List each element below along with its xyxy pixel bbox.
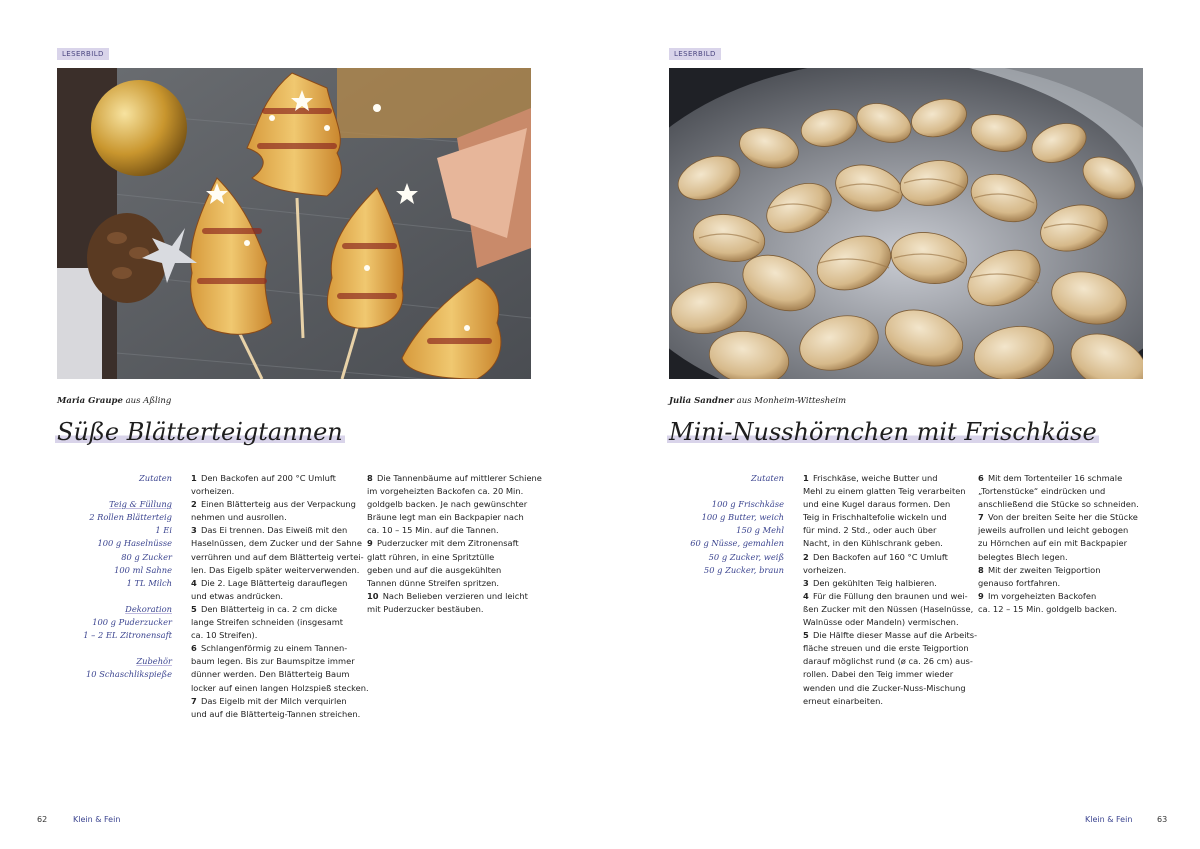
step-line [367, 498, 542, 511]
step-line [191, 577, 369, 590]
ingredient-item: 80 g Zucker [121, 551, 172, 562]
step-text: wenden und die Zucker-Nuss-Mischung [803, 682, 966, 693]
step-line [803, 498, 977, 511]
recipe-photo-nut-croissants [669, 68, 1143, 379]
running-footer: Klein & Fein [1085, 815, 1133, 824]
ingredient-item: 1 TL Milch [126, 577, 172, 588]
recipe-title [667, 418, 1099, 446]
step-text: mit Puderzucker bestäuben. [367, 603, 484, 614]
ingredient-item: 10 Schaschlikspieße [86, 669, 172, 680]
credit-name: Maria Graupe [57, 396, 123, 406]
ingredient-item: 50 g Zucker, weiß [708, 551, 784, 562]
step-text: Einen Blätterteig aus der Verpackung [200, 499, 356, 510]
step-line [191, 564, 369, 577]
step-text: Den Backofen auf 200 °C Umluft [200, 473, 336, 483]
step-text: für mind. 2 Std., oder auch über [803, 525, 937, 536]
step-line [367, 472, 542, 485]
step-number: 6 [191, 643, 197, 654]
step-line [803, 642, 977, 655]
step-text: Von der breiten Seite her die Stücke [987, 512, 1138, 523]
ingredient-item: 1 Ei [155, 525, 172, 536]
step-line [978, 551, 1139, 564]
photo-credit [57, 396, 171, 406]
step-text: „Tortenstücke“ eindrücken und [978, 486, 1106, 497]
step-text: im vorgeheizten Backofen ca. 20 Min. [367, 486, 524, 497]
step-text: Für die Füllung den braunen und wei- [812, 590, 968, 601]
step-line [191, 695, 369, 708]
step-number: 9 [367, 538, 373, 549]
step-line [367, 603, 542, 616]
step-number: 2 [803, 551, 809, 562]
ingredients-heading: Zutaten [751, 473, 784, 483]
step-text: lange Streifen schneiden (insgesamt [191, 617, 344, 628]
step-number: 4 [803, 590, 809, 601]
step-line [191, 616, 369, 629]
step-text: Den Backofen auf 160 °C Umluft [812, 551, 948, 562]
step-number: 9 [978, 590, 984, 601]
step-text: genauso fortfahren. [978, 577, 1061, 588]
step-text: dünner werden. Den Blätterteig Baum [191, 669, 350, 680]
step-line [191, 485, 369, 498]
ingredient-spacer [58, 590, 172, 603]
step-text: Bräune legt man ein Backpapier nach [367, 512, 524, 523]
ingredient-item: 100 ml Sahne [114, 564, 172, 575]
step-line [191, 708, 369, 721]
step-text: goldgelb backen. Je nach gewünschter [367, 499, 528, 510]
step-line [803, 577, 977, 590]
step-line [978, 577, 1139, 590]
step-line [803, 655, 977, 668]
step-line [803, 472, 977, 485]
credit-place: aus Aßling [125, 396, 172, 406]
step-text: Die 2. Lage Blätterteig darauflegen [200, 577, 348, 588]
steps-column-1 [803, 472, 977, 708]
step-text: locker auf einen langen Holzspieß stecken. [191, 682, 369, 693]
step-number: 1 [803, 473, 809, 483]
step-line [191, 682, 369, 695]
step-number: 8 [978, 564, 984, 575]
step-line [367, 537, 542, 550]
step-number: 4 [191, 577, 197, 588]
step-text: vorheizen. [191, 486, 235, 497]
step-text: zu Hörnchen auf ein mit Backpapier [978, 538, 1127, 549]
step-text: Tannen dünne Streifen spritzen. [367, 577, 500, 588]
step-text: nehmen und ausrollen. [191, 512, 287, 523]
step-text: Mehl zu einem glatten Teig verarbeiten [803, 486, 966, 497]
step-text: Den gekühlten Teig halbieren. [812, 577, 937, 588]
step-line [191, 511, 369, 524]
ingredient-item: 2 Rollen Blätterteig [89, 512, 172, 523]
step-text: Mit dem Tortenteiler 16 schmale [987, 473, 1123, 483]
reader-photo-tag: LESERBILD [57, 48, 109, 60]
step-text: jeweils aufrollen und leicht gebogen [978, 525, 1129, 536]
step-text: Die Tannenbäume auf mittlerer Schiene [376, 473, 542, 483]
step-number: 5 [803, 630, 809, 641]
step-line [367, 564, 542, 577]
step-line [978, 537, 1139, 550]
step-text: Schlangenförmig zu einem Tannen- [200, 643, 348, 654]
step-number: 6 [978, 473, 984, 483]
step-text: Haselnüssen, dem Zucker und der Sahne [191, 538, 362, 549]
step-text: fläche streuen und die erste Teigportion [803, 643, 969, 654]
ingredient-item: 150 g Mehl [736, 525, 784, 536]
step-line [191, 524, 369, 537]
page-number: 62 [37, 815, 48, 824]
step-line [978, 498, 1139, 511]
step-number: 2 [191, 499, 197, 510]
step-line [191, 603, 369, 616]
step-text: ßen Zucker mit den Nüssen (Haselnüsse, [803, 603, 974, 614]
ingredient-section-heading: Zubehör [136, 656, 172, 667]
ingredient-spacer [58, 642, 172, 655]
step-number: 7 [978, 512, 984, 523]
ingredient-item: 50 g Zucker, braun [703, 564, 784, 575]
step-text: belegtes Blech legen. [978, 551, 1068, 562]
step-text: und auf die Blätterteig-Tannen streichen. [191, 708, 361, 719]
step-line [191, 537, 369, 550]
step-number: 8 [367, 473, 373, 483]
step-line [978, 603, 1139, 616]
ingredient-item: 60 g Nüsse, gemahlen [690, 538, 784, 549]
step-line [191, 472, 369, 485]
steps-column-1 [191, 472, 369, 721]
step-text: Nach Belieben verzieren und leicht [382, 590, 528, 601]
step-text: verrühren und auf dem Blätterteig vertei- [191, 551, 364, 562]
step-line [191, 498, 369, 511]
step-line [803, 668, 977, 681]
step-text: und eine Kugel daraus formen. Den [803, 499, 951, 510]
ingredient-section-heading: Teig & Füllung [109, 499, 172, 510]
step-text: Mit der zweiten Teigportion [987, 564, 1101, 575]
step-line [978, 472, 1139, 485]
step-line [803, 537, 977, 550]
step-line [803, 524, 977, 537]
step-line [803, 511, 977, 524]
step-text: Die Hälfte dieser Masse auf die Arbeits- [812, 630, 978, 641]
step-line [191, 629, 369, 642]
step-line [803, 551, 977, 564]
step-line [803, 564, 977, 577]
step-text: ca. 10 – 15 Min. auf die Tannen. [367, 525, 499, 536]
step-number: 7 [191, 695, 197, 706]
recipe-title-text: Süße Blätterteigtannen [57, 418, 343, 446]
step-line [978, 511, 1139, 524]
right-page [600, 0, 1200, 849]
step-line [367, 577, 542, 590]
running-footer: Klein & Fein [73, 815, 121, 824]
step-line [191, 668, 369, 681]
step-line [803, 616, 977, 629]
steps-column-2 [367, 472, 542, 616]
step-line [978, 564, 1139, 577]
ingredient-item: 100 g Puderzucker [92, 617, 172, 628]
step-number: 1 [191, 473, 197, 483]
step-text: ca. 12 – 15 Min. goldgelb backen. [978, 603, 1118, 614]
ingredient-item: 100 g Butter, weich [701, 512, 784, 523]
step-line [803, 590, 977, 603]
ingredient-spacer [58, 485, 172, 498]
step-line [803, 629, 977, 642]
step-line [191, 642, 369, 655]
step-text: Im vorgeheizten Backofen [987, 590, 1097, 601]
step-line [191, 551, 369, 564]
ingredient-section-heading: Dekoration [125, 603, 172, 614]
step-line [803, 485, 977, 498]
step-number: 5 [191, 603, 197, 614]
step-number: 3 [803, 577, 809, 588]
step-text: Den Blätterteig in ca. 2 cm dicke [200, 603, 338, 614]
step-text: baum legen. Bis zur Baumspitze immer [191, 656, 355, 667]
step-line [978, 485, 1139, 498]
step-line [367, 511, 542, 524]
steps-column-2 [978, 472, 1139, 616]
step-text: rollen. Dabei den Teig immer wieder [803, 669, 954, 680]
step-text: Das Ei trennen. Das Eiweiß mit den [200, 525, 348, 536]
step-line [367, 590, 542, 603]
step-text: geben und auf die ausgekühlten [367, 564, 502, 575]
ingredient-item: 100 g Frischkäse [711, 499, 784, 510]
step-text: vorheizen. [803, 564, 847, 575]
ingredient-list [670, 472, 784, 577]
step-text: ca. 10 Streifen). [191, 630, 258, 641]
step-text: Frischkäse, weiche Butter und [812, 473, 938, 483]
step-line [191, 655, 369, 668]
ingredient-list [58, 472, 172, 682]
step-line [803, 695, 977, 708]
step-line [191, 590, 369, 603]
step-line [803, 603, 977, 616]
step-text: und etwas andrücken. [191, 590, 283, 601]
ingredient-item: 1 – 2 EL Zitronensaft [83, 630, 172, 641]
credit-name: Julia Sandner [669, 396, 734, 406]
ingredients-heading: Zutaten [139, 473, 172, 483]
step-text: Walnüsse oder Mandeln) vermischen. [803, 617, 959, 628]
step-line [367, 485, 542, 498]
step-text: Puderzucker mit dem Zitronensaft [376, 538, 519, 549]
recipe-title-text: Mini-Nusshörnchen mit Frischkäse [669, 418, 1097, 446]
step-line [978, 590, 1139, 603]
credit-place: aus Monheim-Wittesheim [736, 396, 847, 406]
page-number: 63 [1157, 815, 1168, 824]
step-text: anschließend die Stücke so schneiden. [978, 499, 1139, 510]
step-text: Nacht, in den Kühlschrank geben. [803, 538, 943, 549]
ingredient-item: 100 g Haselnüsse [97, 538, 172, 549]
step-text: len. Das Eigelb später weiterverwenden. [191, 564, 360, 575]
step-text: glatt rühren, in eine Spritztülle [367, 551, 495, 562]
step-number: 10 [367, 590, 379, 601]
step-text: Teig in Frischhaltefolie wickeln und [803, 512, 947, 523]
step-line [367, 551, 542, 564]
step-number: 3 [191, 525, 197, 536]
step-text: Das Eigelb mit der Milch verquirlen [200, 695, 347, 706]
photo-credit [669, 396, 846, 406]
recipe-photo-puff-pastry-trees [57, 68, 531, 379]
step-line [978, 524, 1139, 537]
step-text: darauf möglichst rund (ø ca. 26 cm) aus- [803, 656, 973, 667]
recipe-title [55, 418, 345, 446]
step-line [367, 524, 542, 537]
ingredient-spacer [670, 485, 784, 498]
step-line [803, 682, 977, 695]
reader-photo-tag: LESERBILD [669, 48, 721, 60]
step-text: erneut einarbeiten. [803, 695, 883, 706]
